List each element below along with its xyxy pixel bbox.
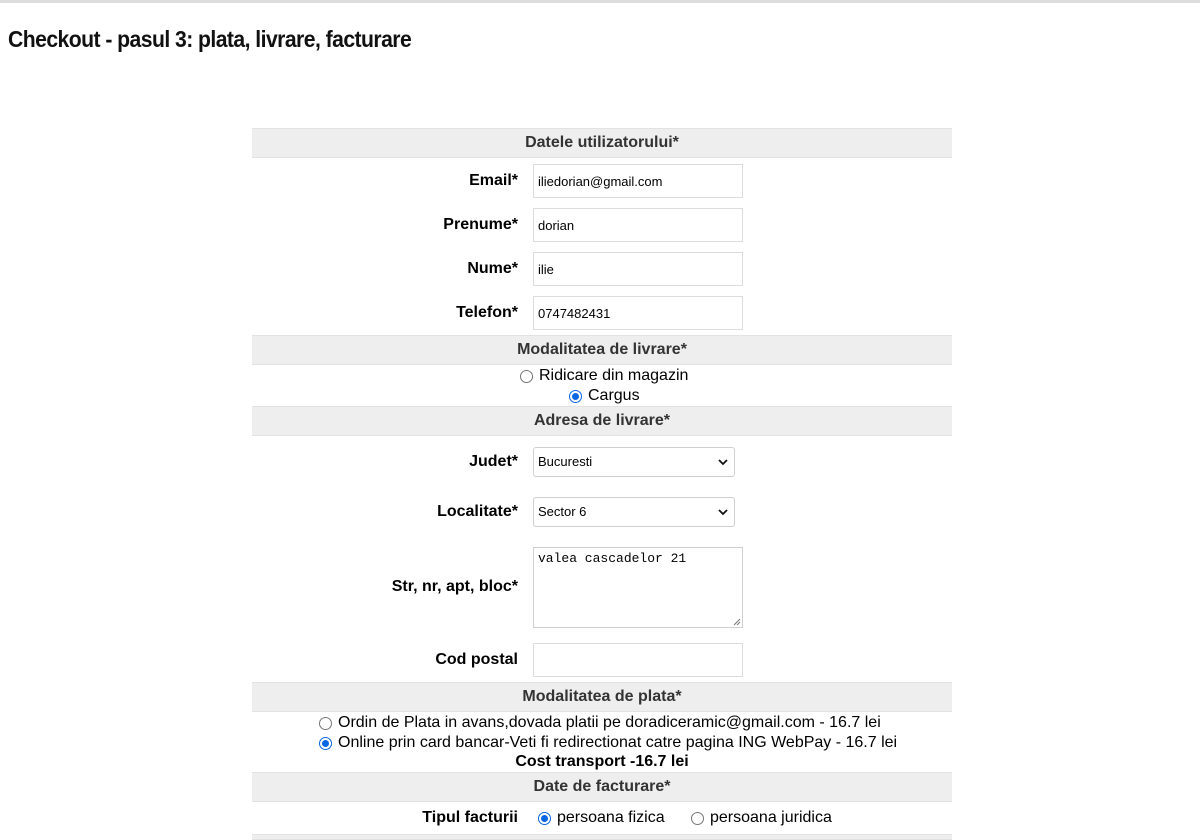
county-select[interactable] [533, 447, 735, 477]
payment-transfer-label: Ordin de Plata in avans,dovada platii pe doradiceramic@gmail.com - 16.7 lei [338, 714, 881, 731]
phone-label: Telefon* [456, 304, 518, 321]
locality-label: Localitate* [437, 503, 518, 520]
payment-option-transfer[interactable] [319, 714, 881, 732]
locality-select[interactable] [533, 497, 735, 527]
payment-option-card[interactable] [319, 734, 897, 752]
payment-transfer-radio[interactable] [319, 717, 332, 730]
chevron-down-icon [718, 458, 728, 466]
section-next-partial [252, 834, 952, 840]
invoice-type-label: Tipul facturii [422, 809, 518, 826]
street-textarea[interactable] [533, 547, 743, 628]
delivery-cargus-radio[interactable] [569, 390, 582, 403]
county-select-value: Bucuresti [538, 454, 593, 469]
section-payment-method: Modalitatea de plata* [252, 682, 952, 712]
section-billing-data: Date de facturare* [252, 772, 952, 802]
delivery-pickup-radio[interactable] [520, 370, 533, 383]
billing-company-radio[interactable] [691, 812, 704, 825]
chevron-down-icon [718, 508, 728, 516]
county-label: Judet* [469, 453, 518, 470]
delivery-pickup-label: Ridicare din magazin [539, 367, 689, 384]
transport-cost: Cost transport -16.7 lei [515, 753, 689, 770]
billing-company-label: persoana juridica [710, 809, 832, 826]
street-label: Str, nr, apt, bloc* [391, 578, 518, 595]
phone-field[interactable] [533, 296, 743, 330]
last-name-label: Nume* [467, 260, 518, 277]
payment-card-radio[interactable] [319, 737, 332, 750]
billing-individual-label: persoana fizica [557, 809, 665, 826]
billing-option-company[interactable] [691, 809, 832, 827]
delivery-cargus-label: Cargus [588, 387, 640, 404]
section-user-data: Datele utilizatorului* [252, 128, 952, 158]
section-delivery-method: Modalitatea de livrare* [252, 335, 952, 365]
email-field[interactable] [533, 164, 743, 198]
resize-grip-icon[interactable] [733, 618, 741, 626]
billing-individual-radio[interactable] [538, 812, 551, 825]
first-name-field[interactable] [533, 208, 743, 242]
payment-card-label: Online prin card bancar-Veti fi redirectionat catre pagina ING WebPay - 16.7 lei [338, 734, 898, 751]
first-name-label: Prenume* [443, 216, 518, 233]
postal-code-field[interactable] [533, 643, 743, 677]
page-title: Checkout - pasul 3: plata, livrare, facturare [8, 26, 412, 52]
postal-code-label: Cod postal [435, 651, 518, 668]
section-delivery-address: Adresa de livrare* [252, 406, 952, 436]
delivery-option-cargus[interactable] [569, 387, 640, 405]
last-name-field[interactable] [533, 252, 743, 286]
top-border [0, 0, 1200, 3]
street-textarea-value: valea cascadelor 21 [538, 551, 687, 566]
delivery-option-pickup[interactable] [520, 367, 688, 385]
billing-option-individual[interactable] [538, 809, 665, 827]
email-label: Email* [469, 172, 518, 189]
locality-select-value: Sector 6 [538, 504, 587, 519]
